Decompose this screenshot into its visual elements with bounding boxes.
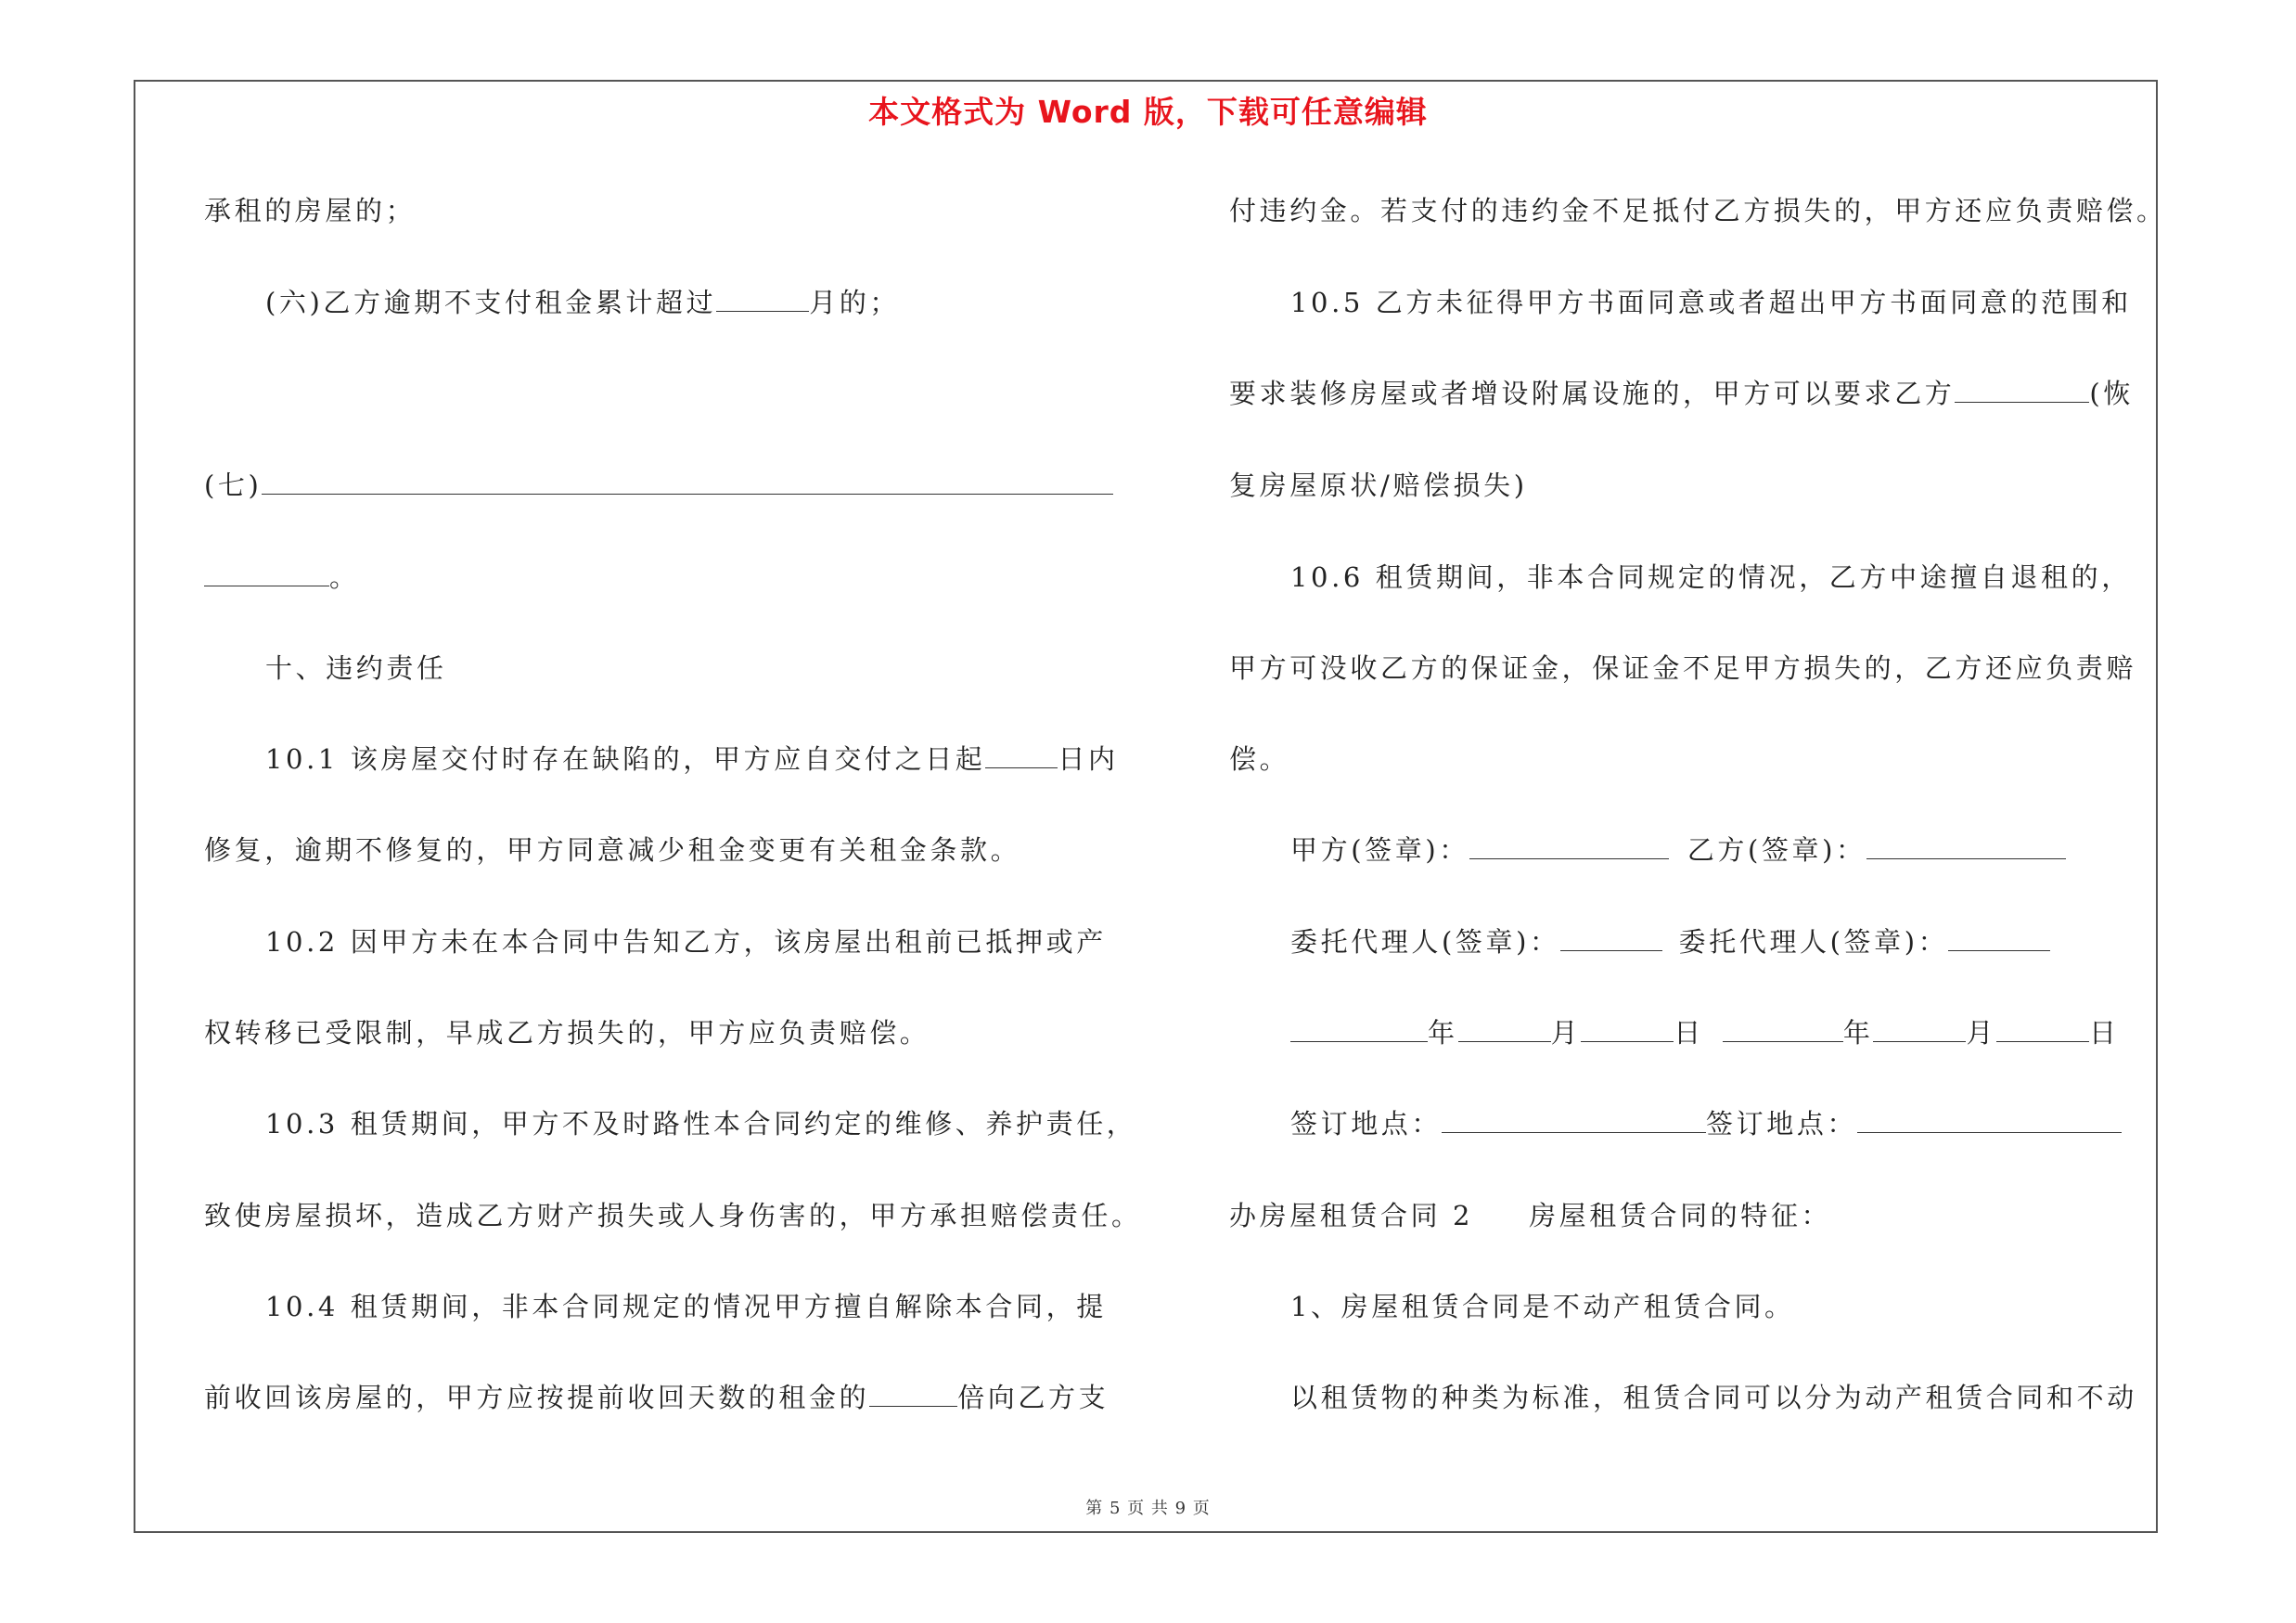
fill-blank — [1873, 1017, 1966, 1042]
fill-blank — [1723, 1017, 1843, 1042]
text-line: 修复，逾期不修复的，甲方同意减少租金变更有关租金条款。 — [204, 834, 1021, 866]
text-line: (七) — [204, 470, 263, 501]
month-label: 月 — [1966, 1017, 1997, 1049]
text-line: 1、房屋租赁合同是不动产租赁合同。 — [1290, 1291, 1795, 1322]
fill-blank — [1857, 1108, 2122, 1133]
text-line: 要求装修房屋或者增设附属设施的，甲方可以要求乙方 — [1229, 378, 1956, 409]
fill-blank — [869, 1382, 957, 1407]
agent-signature-line — [1290, 923, 2050, 960]
clause-seven-cont — [204, 559, 360, 596]
text-line: 月的； — [809, 287, 901, 318]
page-number: 第 5 页 共 9 页 — [1085, 1499, 1211, 1518]
agent-b-label: 委托代理人(签章)： — [1678, 926, 1949, 958]
fill-blank — [1290, 1017, 1428, 1042]
signing-place-line — [1290, 1105, 2122, 1142]
fill-blank — [1948, 926, 2050, 951]
signature-line — [1290, 831, 2066, 869]
signing-place-label: 签订地点： — [1706, 1108, 1858, 1140]
text-line: (六)乙方逾期不支付租金累计超过 — [265, 287, 717, 318]
day-label: 日 — [1674, 1017, 1704, 1049]
year-label: 年 — [1428, 1017, 1458, 1049]
text-line: 10.1 该房屋交付时存在缺陷的，甲方应自交付之日起 — [265, 743, 986, 775]
fill-blank — [1458, 1017, 1551, 1042]
clause-six — [265, 284, 900, 321]
clause-10-5-cont — [1229, 375, 2134, 412]
day-label: 日 — [2089, 1017, 2120, 1049]
text-line: 付违约金。若支付的违约金不足抵付乙方损失的，甲方还应负责赔偿。 — [1229, 195, 2167, 226]
clause-10-1 — [265, 741, 1119, 778]
text-line: 10.4 租赁期间，非本合同规定的情况甲方擅自解除本合同，提 — [265, 1291, 1107, 1322]
party-b-signature-label: 乙方(签章)： — [1687, 834, 1866, 866]
word-format-banner: 本文格式为 Word 版，下载可任意编辑 — [868, 94, 1428, 130]
fill-blank — [1442, 1108, 1706, 1133]
signing-place-label: 签订地点： — [1290, 1108, 1443, 1140]
text-line: 10.2 因甲方未在本合同中告知乙方，该房屋出租前已抵押或产 — [265, 926, 1107, 958]
text-line: 倍向乙方支 — [957, 1382, 1110, 1413]
text-line: 复房屋原状/赔偿损失) — [1229, 470, 1528, 501]
text-line: 致使房屋损坏，造成乙方财产损失或人身伤害的，甲方承担赔偿责任。 — [204, 1200, 1142, 1231]
fill-blank — [1581, 1017, 1674, 1042]
contract-subheading — [1229, 1197, 1831, 1234]
fill-blank — [1560, 926, 1662, 951]
fill-blank — [204, 561, 329, 586]
fill-blank — [1955, 378, 2089, 403]
text-line: 10.3 租赁期间，甲方不及时路性本合同约定的维修、养护责任， — [265, 1108, 1137, 1140]
text-line: 承租的房屋的； — [204, 195, 417, 226]
text-line: 。 — [329, 561, 360, 593]
fill-blank — [1996, 1017, 2089, 1042]
text-line: 10.6 租赁期间，非本合同规定的情况，乙方中途擅自退租的， — [1290, 561, 2132, 593]
fill-blank — [985, 743, 1058, 768]
fill-blank — [262, 470, 1113, 495]
date-line — [1290, 1014, 2120, 1051]
clause-seven — [204, 467, 1113, 504]
text-line: 甲方可没收乙方的保证金，保证金不足甲方损失的，乙方还应负责赔 — [1229, 652, 2137, 684]
fill-blank — [716, 287, 809, 312]
text-line: 以租赁物的种类为标准，租赁合同可以分为动产租赁合同和不动 — [1290, 1382, 2137, 1413]
year-label: 年 — [1842, 1017, 1874, 1049]
fill-blank — [1866, 834, 2066, 859]
party-a-signature-label: 甲方(签章)： — [1290, 834, 1469, 866]
text-line: 前收回该房屋的，甲方应按提前收回天数的租金的 — [204, 1382, 870, 1413]
month-label: 月 — [1550, 1017, 1582, 1049]
contract-title: 办房屋租赁合同 2 — [1229, 1200, 1474, 1231]
text-line: 日内 — [1058, 743, 1119, 775]
agent-a-label: 委托代理人(签章)： — [1290, 926, 1560, 958]
features-heading: 房屋租赁合同的特征： — [1529, 1200, 1832, 1231]
text-line: 权转移已受限制，早成乙方损失的，甲方应负责赔偿。 — [204, 1017, 930, 1049]
clause-10-4-cont — [204, 1379, 1109, 1416]
text-line: 偿。 — [1229, 743, 1290, 775]
fill-blank — [1469, 834, 1669, 859]
text-line: (恢 — [2089, 378, 2134, 409]
section-heading: 十、违约责任 — [265, 652, 447, 684]
text-line: 10.5 乙方未征得甲方书面同意或者超出甲方书面同意的范围和 — [1290, 287, 2132, 318]
